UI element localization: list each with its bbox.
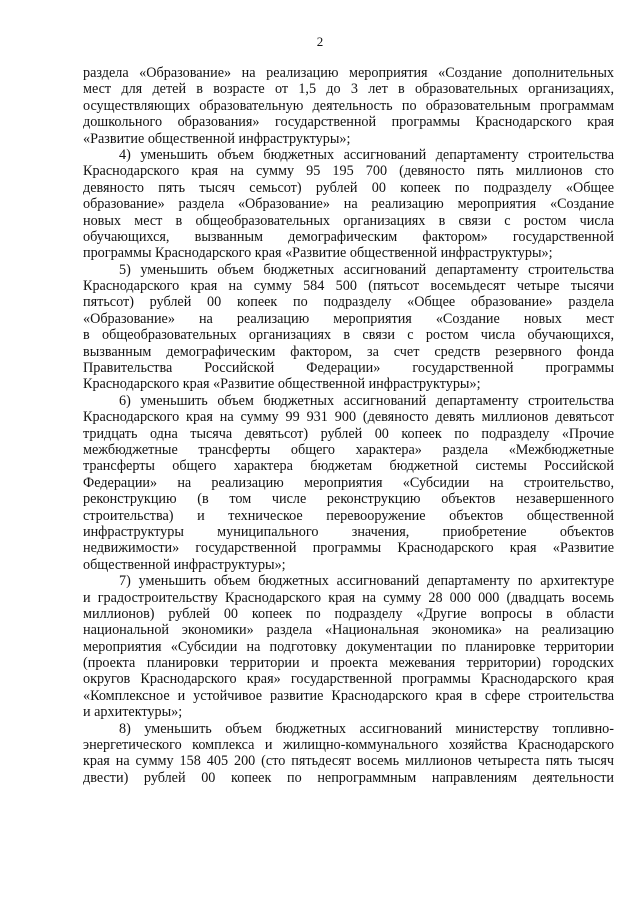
text-line: «Образование» на реализацию мероприятия «Создание новых мест [83, 310, 614, 327]
text-line: межбюджетные трансферты общего характера» раздела «Межбюджетные [83, 441, 614, 458]
text-line: Краснодарского края на сумму 95 195 700 (девяносто пять миллионов сто [83, 163, 614, 180]
text-line: раздела «Образование» на реализацию мероприятия «Создание дополнительных [83, 65, 614, 81]
text-line: 7) уменьшить объем бюджетных ассигнований департаменту по архитектуре [119, 573, 614, 590]
text-line: 4) уменьшить объем бюджетных ассигнований департаменту строительства [119, 146, 614, 163]
text-line: пятьсот) рублей 00 копеек по подразделу «Общее образование» раздела [83, 294, 614, 311]
text-line: Федерации» на реализацию мероприятия «Субсидии на строительство, [83, 474, 614, 491]
text-line: реконструкцию (в том числе реконструкцию объектов незавершенного [83, 491, 614, 508]
text-line: (проекта планировки территории и проекта межевания территории) городских [83, 655, 614, 672]
text-line: программы Краснодарского края «Развитие общественной инфраструктуры»; [83, 245, 553, 262]
text-line: мероприятия «Субсидии на подготовку документации по планировке территории [83, 638, 614, 655]
page-number: 2 [316, 34, 324, 49]
text-line: строительства) и техническое перевооружение объектов общественной [83, 507, 614, 524]
text-line: тридцать одна тысяча девятьсот) рублей 00 копеек по подразделу «Прочие [83, 425, 614, 442]
text-line: дошкольного образования» государственной программы Краснодарского края [83, 114, 614, 131]
text-line: в общеобразовательных организациях в связи с ростом числа обучающихся, [83, 327, 614, 344]
text-line: «Развитие общественной инфраструктуры»; [83, 130, 351, 147]
text-line: образование» раздела «Образование» на реализацию мероприятия «Создание [83, 196, 614, 213]
text-line: новых мест в общеобразовательных организациях в связи с ростом числа [83, 212, 614, 229]
text-line: национальной экономики» раздела «Национальная экономика» на реализацию [83, 622, 614, 639]
text-line: мест для детей в возрасте от 1,5 до 3 лет в образовательных организациях, [83, 81, 614, 98]
text-line: недвижимости» государственной программы Краснодарского края «Развитие [83, 540, 614, 557]
text-line: девяносто пять тысяч семьсот) рублей 00 копеек по подразделу «Общее [83, 179, 614, 196]
text-line: Краснодарского края на сумму 99 931 900 (девяносто девять миллионов девятьсот [83, 409, 614, 426]
text-line: и градостроительству Краснодарского края на сумму 28 000 000 (двадцать восемь [83, 589, 614, 606]
document-body [83, 65, 614, 786]
text-line: энергетического комплекса и жилищно-коммунального хозяйства Краснодарского [83, 737, 614, 754]
text-line: края на сумму 158 405 200 (сто пятьдесят восемь миллионов четыреста пять тысяч [83, 753, 614, 770]
text-line: округов Краснодарского края» государственной программы Краснодарского края [83, 671, 614, 688]
text-line: обучающихся, вызванным демографическим фактором» государственной [83, 228, 614, 245]
text-line: Краснодарского края «Развитие общественной инфраструктуры»; [83, 376, 481, 393]
text-line: трансферты общего характера бюджетам бюджетной системы Российской [83, 458, 614, 475]
text-line: двести) рублей 00 копеек по непрограммным направлениям деятельности [83, 769, 614, 786]
text-line: 6) уменьшить объем бюджетных ассигнований департаменту строительства [119, 392, 614, 409]
text-line: общественной инфраструктуры»; [83, 556, 286, 573]
text-line: и архитектуры»; [83, 704, 183, 721]
text-line: 5) уменьшить объем бюджетных ассигнований департаменту строительства [119, 261, 614, 278]
text-line: миллионов) рублей 00 копеек по подразделу «Другие вопросы в области [83, 605, 614, 622]
text-line: 8) уменьшить объем бюджетных ассигнований министерству топливно- [119, 720, 614, 737]
text-line: вызванным демографическим фактором, за счет средств резервного фонда [83, 343, 614, 360]
text-line: Правительства Российской Федерации» государственной программы [83, 360, 614, 377]
text-line: осуществляющих образовательную деятельность по образовательным программам [83, 97, 614, 114]
text-line: инфраструктуры муниципального значения, приобретение объектов [83, 523, 614, 540]
text-line: «Комплексное и устойчивое развитие Краснодарского края в сфере строительства [83, 687, 614, 704]
text-line: Краснодарского края на сумму 584 500 (пятьсот восемьдесят четыре тысячи [83, 278, 614, 295]
